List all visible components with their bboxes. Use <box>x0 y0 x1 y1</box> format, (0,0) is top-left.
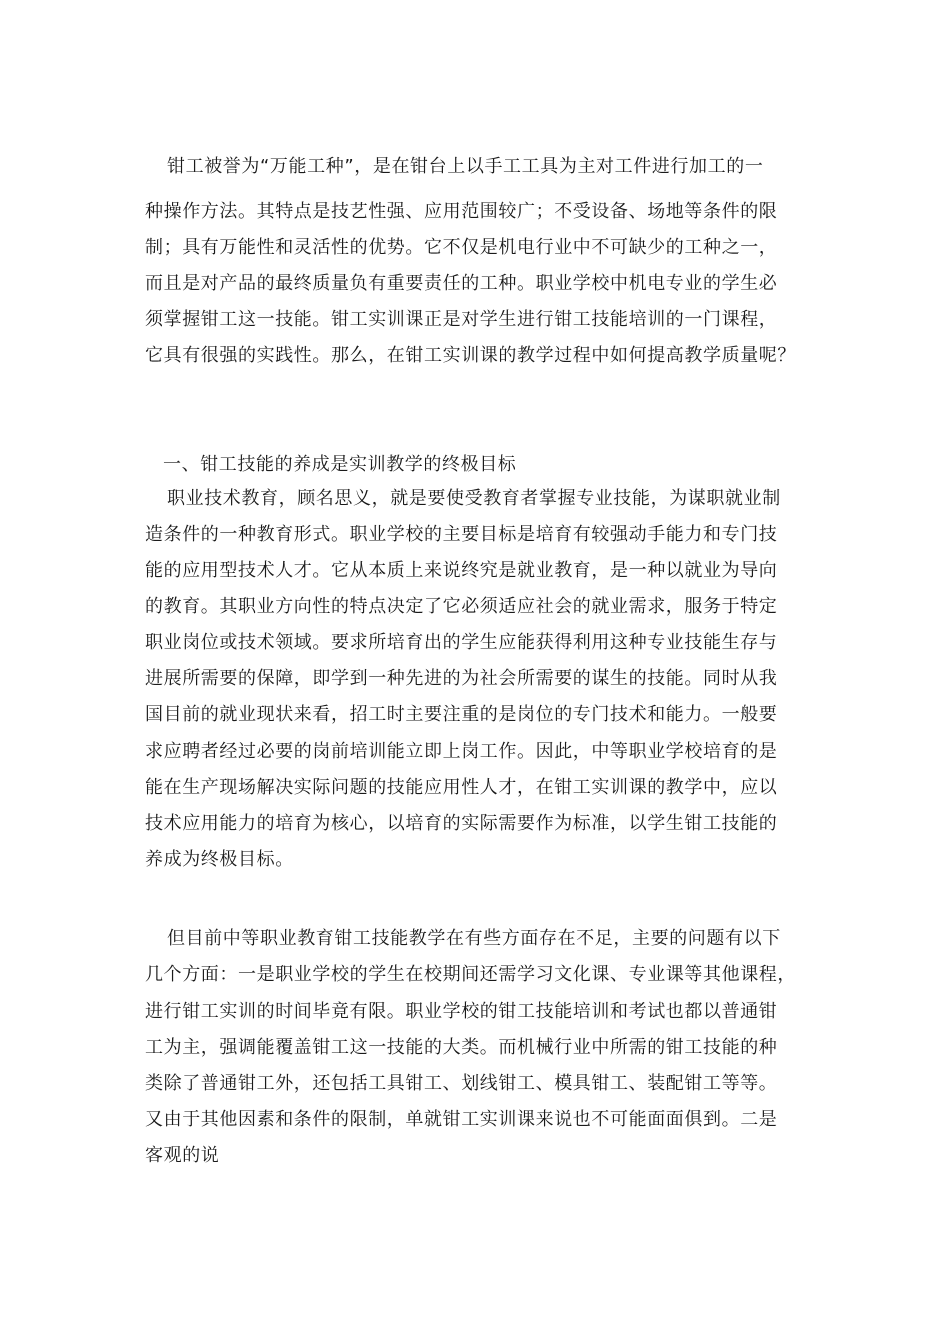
paragraph-line: 但目前中等职业教育钳工技能教学在有些方面存在不足，主要的问题有以下 <box>167 928 781 949</box>
paragraph-line: 制；具有万能性和灵活性的优势。它不仅是机电行业中不可缺少的工种之一， <box>145 237 778 258</box>
paragraph-line: 国目前的就业现状来看，招工时主要注重的是岗位的专门技术和能力。一般要 <box>145 704 778 725</box>
paragraph-line: 而且是对产品的最终质量负有重要责任的工种。职业学校中机电专业的学生必 <box>145 273 778 294</box>
paragraph-line: 它具有很强的实践性。那么，在钳工实训课的教学过程中如何提高教学质量呢？ <box>145 345 796 366</box>
paragraph-line: 职业岗位或技术领域。要求所培育出的学生应能获得利用这种专业技能生存与 <box>145 632 778 653</box>
paragraph-line: 能在生产现场解决实际问题的技能应用性人才，在钳工实训课的教学中，应以 <box>145 777 778 798</box>
paragraph-line: 客观的说 <box>145 1145 220 1166</box>
paragraph-line: 种操作方法。其特点是技艺性强、应用范围较广；不受设备、场地等条件的限 <box>145 201 778 222</box>
paragraph-line: 进行钳工实训的时间毕竟有限。职业学校的钳工技能培训和考试也都以普通钳 <box>145 1001 778 1022</box>
paragraph-line: 工为主，强调能覆盖钳工这一技能的大类。而机械行业中所需的钳工技能的种 <box>145 1037 778 1058</box>
paragraph-line: 求应聘者经过必要的岗前培训能立即上岗工作。因此，中等职业学校培育的是 <box>145 741 778 762</box>
paragraph-line: 类除了普通钳工外，还包括工具钳工、划线钳工、模具钳工、装配钳工等等。 <box>145 1073 778 1094</box>
paragraph-line: 钳工被誉为“万能工种”，是在钳台上以手工工具为主对工件进行加工的一 <box>167 156 764 177</box>
paragraph-line: 养成为终极目标。 <box>145 849 294 870</box>
heading-line: 一、钳工技能的养成是实训教学的终极目标 <box>163 454 517 475</box>
paragraph-line: 几个方面：一是职业学校的学生在校期间还需学习文化课、专业课等其他课程， <box>145 964 796 985</box>
paragraph-line: 职业技术教育，顾名思义，就是要使受教育者掌握专业技能，为谋职就业制 <box>167 488 781 509</box>
paragraph-line: 须掌握钳工这一技能。钳工实训课正是对学生进行钳工技能培训的一门课程， <box>145 309 778 330</box>
paragraph-line: 的教育。其职业方向性的特点决定了它必须适应社会的就业需求，服务于特定 <box>145 596 778 617</box>
paragraph-line: 又由于其他因素和条件的限制，单就钳工实训课来说也不可能面面俱到。二是 <box>145 1109 778 1130</box>
paragraph-line: 造条件的一种教育形式。职业学校的主要目标是培育有较强动手能力和专门技 <box>145 524 778 545</box>
paragraph-line: 能的应用型技术人才。它从本质上来说终究是就业教育，是一种以就业为导向 <box>145 560 778 581</box>
paragraph-line: 技术应用能力的培育为核心，以培育的实际需要作为标准，以学生钳工技能的 <box>145 813 778 834</box>
paragraph-line: 进展所需要的保障，即学到一种先进的为社会所需要的谋生的技能。同时从我 <box>145 668 778 689</box>
